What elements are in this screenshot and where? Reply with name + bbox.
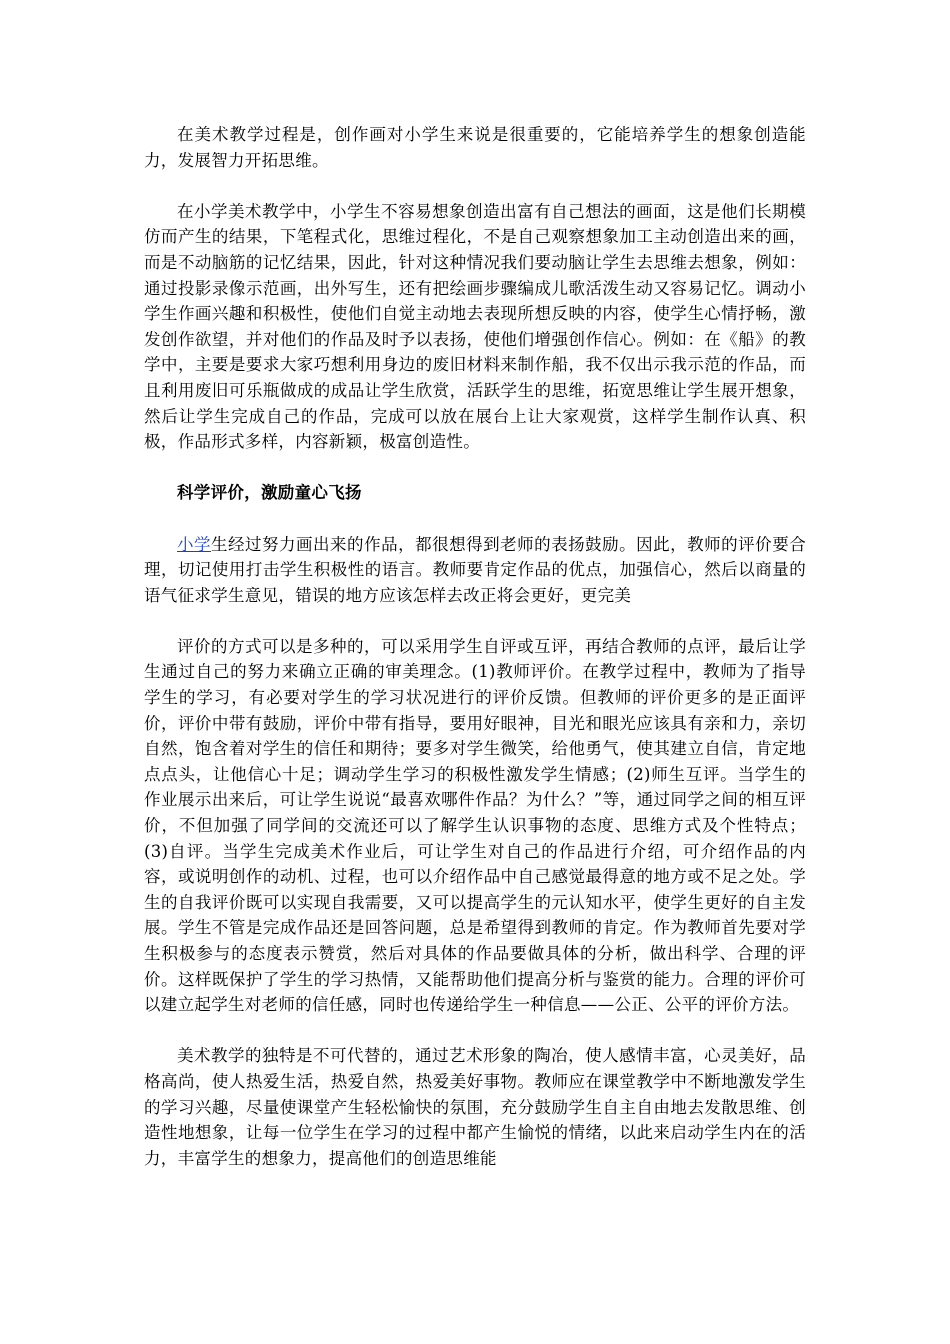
paragraph-gap [144, 608, 806, 634]
document-page [144, 122, 806, 1171]
paragraph-creative-teaching: 在小学美术教学中，小学生不容易想象创造出富有自己想法的画面，这是他们长期模仿而产生的结果，下笔程式化，思维过程化，不是自己观察想象加工主动创造出来的画，而是不动脑筋的记忆结果，因此，针对这种情况我们要动脑让学生去思维去想象，例如：通过投影录像示范画，出外写生，还有把绘画步骤编成儿歌活泼生动又容易记忆。调动小学生作画兴趣和积极性，使他们自觉主动地去表现所想反映的内容，使学生心情抒畅，激发创作欲望，并对他们的作品及时予以表扬，使他们增强创作信心。例如：在《船》的教学中，主要是要求大家巧想利用身边的废旧材料来制作船，我不仅出示我示范的作品，而且利用废旧可乐瓶做成的成品让学生欣赏，活跃学生的思维，拓宽思维让学生展开想象，然后让学生完成自己的作品，完成可以放在展台上让大家观赏，这样学生制作认真、积极，作品形式多样，内容新颖，极富创造性。 [144, 201, 806, 452]
paragraph-evaluation-text: 生经过努力画出来的作品，都很想得到老师的表扬鼓励。因此，教师的评价要合理，切记使用打击学生积极性的语言。教师要肯定作品的优点，加强信心，然后以商量的语气征求学生意见，错误的地方应该怎样去改正将会更好，更完美 [144, 534, 806, 605]
section-heading: 科学评价，激励童心飞扬 [177, 483, 362, 503]
paragraph-gap [144, 506, 806, 532]
paragraph-intro: 在美术教学过程是，创作画对小学生来说是很重要的，它能培养学生的想象创造能力，发展智力开拓思维。 [144, 125, 806, 170]
paragraph-gap [144, 455, 806, 481]
paragraph-evaluation [144, 532, 806, 609]
paragraph-evaluation-methods: 评价的方式可以是多种的，可以采用学生自评或互评，再结合教师的点评，最后让学生通过自己的努力来确立正确的审美理念。(1)教师评价。在教学过程中，教师为了指导学生的学习，有必要对学生的学习状况进行的评价反馈。但教师的评价更多的是正面评价，评价中带有鼓励，评价中带有指导，要用好眼神，目光和眼光应该具有亲和力，亲切自然，饱含着对学生的信任和期待；要多对学生微笑，给他勇气，使其建立自信，肯定地点点头，让他信心十足；调动学生学习的积极性激发学生情感；(2)师生互评。当学生的作业展示出来后，可让学生说说“最喜欢哪件作品？为什么？”等，通过同学之间的相互评价，不但加强了同学间的交流还可以了解学生认识事物的态度、思维方式及个性特点；(3)自评。当学生完成美术作业后，可让学生对自己的作品进行介绍，可介绍作品的内容，或说明创作的动机、过程，也可以介绍作品中自己感觉最得意的地方或不足之处。学生的自我评价既可以实现自我需要，又可以提高学生的元认知水平，使学生更好的自主发展。学生不管是完成作品还是回答问题，总是希望得到教师的肯定。作为教师首先要对学生积极参与的态度表示赞赏，然后对具体的作品要做具体的分析，做出科学、合理的评价。这样既保护了学生的学习热情，又能帮助他们提高分析与鉴赏的能力。合理的评价可以建立起学生对老师的信任感，同时也传递给学生一种信息——公正、公平的评价方法。 [144, 636, 806, 1015]
paragraph-art-uniqueness: 美术教学的独特是不可代替的，通过艺术形象的陶冶，使人感情丰富，心灵美好，品格高尚，使人热爱生活，热爱自然，热爱美好事物。教师应在课堂教学中不断地激发学生的学习兴趣，尽量使课堂产生轻松愉快的氛围，充分鼓励学生自主自由地去发散思维、创造性地想象，让每一位学生在学习的过程中都产生愉悦的情绪，以此来启动学生内在的活力，丰富学生的想象力，提高他们的创造思维能 [144, 1046, 806, 1168]
paragraph-gap [144, 1018, 806, 1044]
paragraph-gap [144, 173, 806, 199]
xiaoxue-link[interactable]: 小学 [177, 534, 212, 554]
